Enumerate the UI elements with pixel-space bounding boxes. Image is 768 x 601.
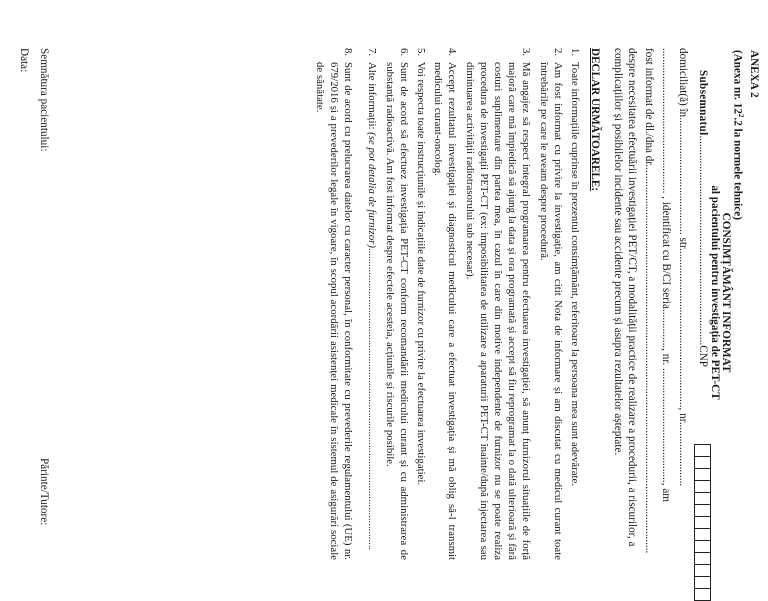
parent-signature-label: Părinte/Tutore: [38, 458, 50, 526]
list-item: 2. Am fost informat cu privire la investigație, am citit Nota de informare și am discutat cu medicul curant toate întrebările pe care le aveam despre procedură. [537, 48, 564, 560]
identity-line: .................................................... , identificat cu B/CI seria.............., nr. ........................................., am [660, 48, 672, 502]
list-item: 6. Sunt de acord să efectuez investigația PET-CT conform recomandării medicului curant și cu administrarea de substanță radioactivă. Am fost informat despre efectele acesteia, acțiunile și riscurile posibile. [383, 48, 410, 560]
cnp-boxes [694, 445, 711, 601]
list-item: 7. Alte informații: (se pot detalia de furnizor)................................................................................................................ [366, 48, 379, 551]
annex-title: ANEXA 2 [748, 50, 760, 98]
patient-name-line: Subsemnatul...........................................................................CNP [697, 70, 709, 368]
address-line: domiciliat(ă) în.......................................... str........................................................., nr....................... [677, 48, 689, 487]
date-label: Data: [18, 48, 30, 73]
list-item: 5. Voi respecta toate instrucțiunile și indicațiile date de furnizor cu privire la efectuarea investigației. [414, 48, 427, 486]
doctor-line: fost informat de dl./dna dr........................................................................................................................................... [643, 48, 655, 554]
cnp-digit-box[interactable] [694, 588, 711, 601]
document-subtitle: al pacientului pentru investigația de PET-CT [709, 185, 721, 400]
list-item: 3. Mă angajez să respect integral programarea pentru efectuarea investigației, să anunț furnizorul situațiile de forță majoră care mă împiedică să ajung la data și ora programată și accept să fiu reprogramat la o dată ulterioară și fără costuri suplimentare din partea mea, în cazul în care din motive independente de furnizor nu se poate realiza procedura de investigații PET-CT (ex: imposibilitatea de utilizare a aparaturii PET-CT înainte/după injectarea sau diminuarea activității radiotrasorului sub necesar). [463, 48, 533, 560]
declare-heading: DECLAR URMĂTOARELE: [589, 48, 601, 192]
cnp-label: CNP [697, 345, 709, 368]
annex-subtitle: (Anexa nr. $12^2.2$ la normele tehnice) [731, 50, 745, 220]
declaration-list [310, 48, 582, 560]
patient-signature-label: Semnătura pacientului: [38, 48, 50, 152]
document-title: CONSIMȚĂMÂNT INFORMAT [720, 212, 732, 373]
list-item: 8. Sunt de acord cu prelucrarea datelor cu caracter personal, în conformitate cu prevederile regulamentului (UE) nr. 679/2016 și a prevederilor legale în vigoare, în scopul acordării asistenței medicale în sistemul de asigurări sociale de sănătate. [313, 48, 355, 560]
list-item: 4. Accept rezultatul investigației și diagnosticul medicului care a efectuat investigația și mă oblig să-l transmit medicului curant-oncolog. [432, 48, 459, 560]
info-line-1: despre necesitatea efectuării investigației PET/CT, a modalității practice de realizare a procedurii, a riscurilor, a [626, 48, 638, 547]
list-item: 1. Toate informațiile cuprinse în prezentul consimțământ, referitoare la persoana mea sunt adevărate. [569, 48, 581, 487]
info-line-2: complicațiilor și posibilelor incidente sau accidente precum și asupra rezultatelor așteptate. [612, 48, 624, 456]
